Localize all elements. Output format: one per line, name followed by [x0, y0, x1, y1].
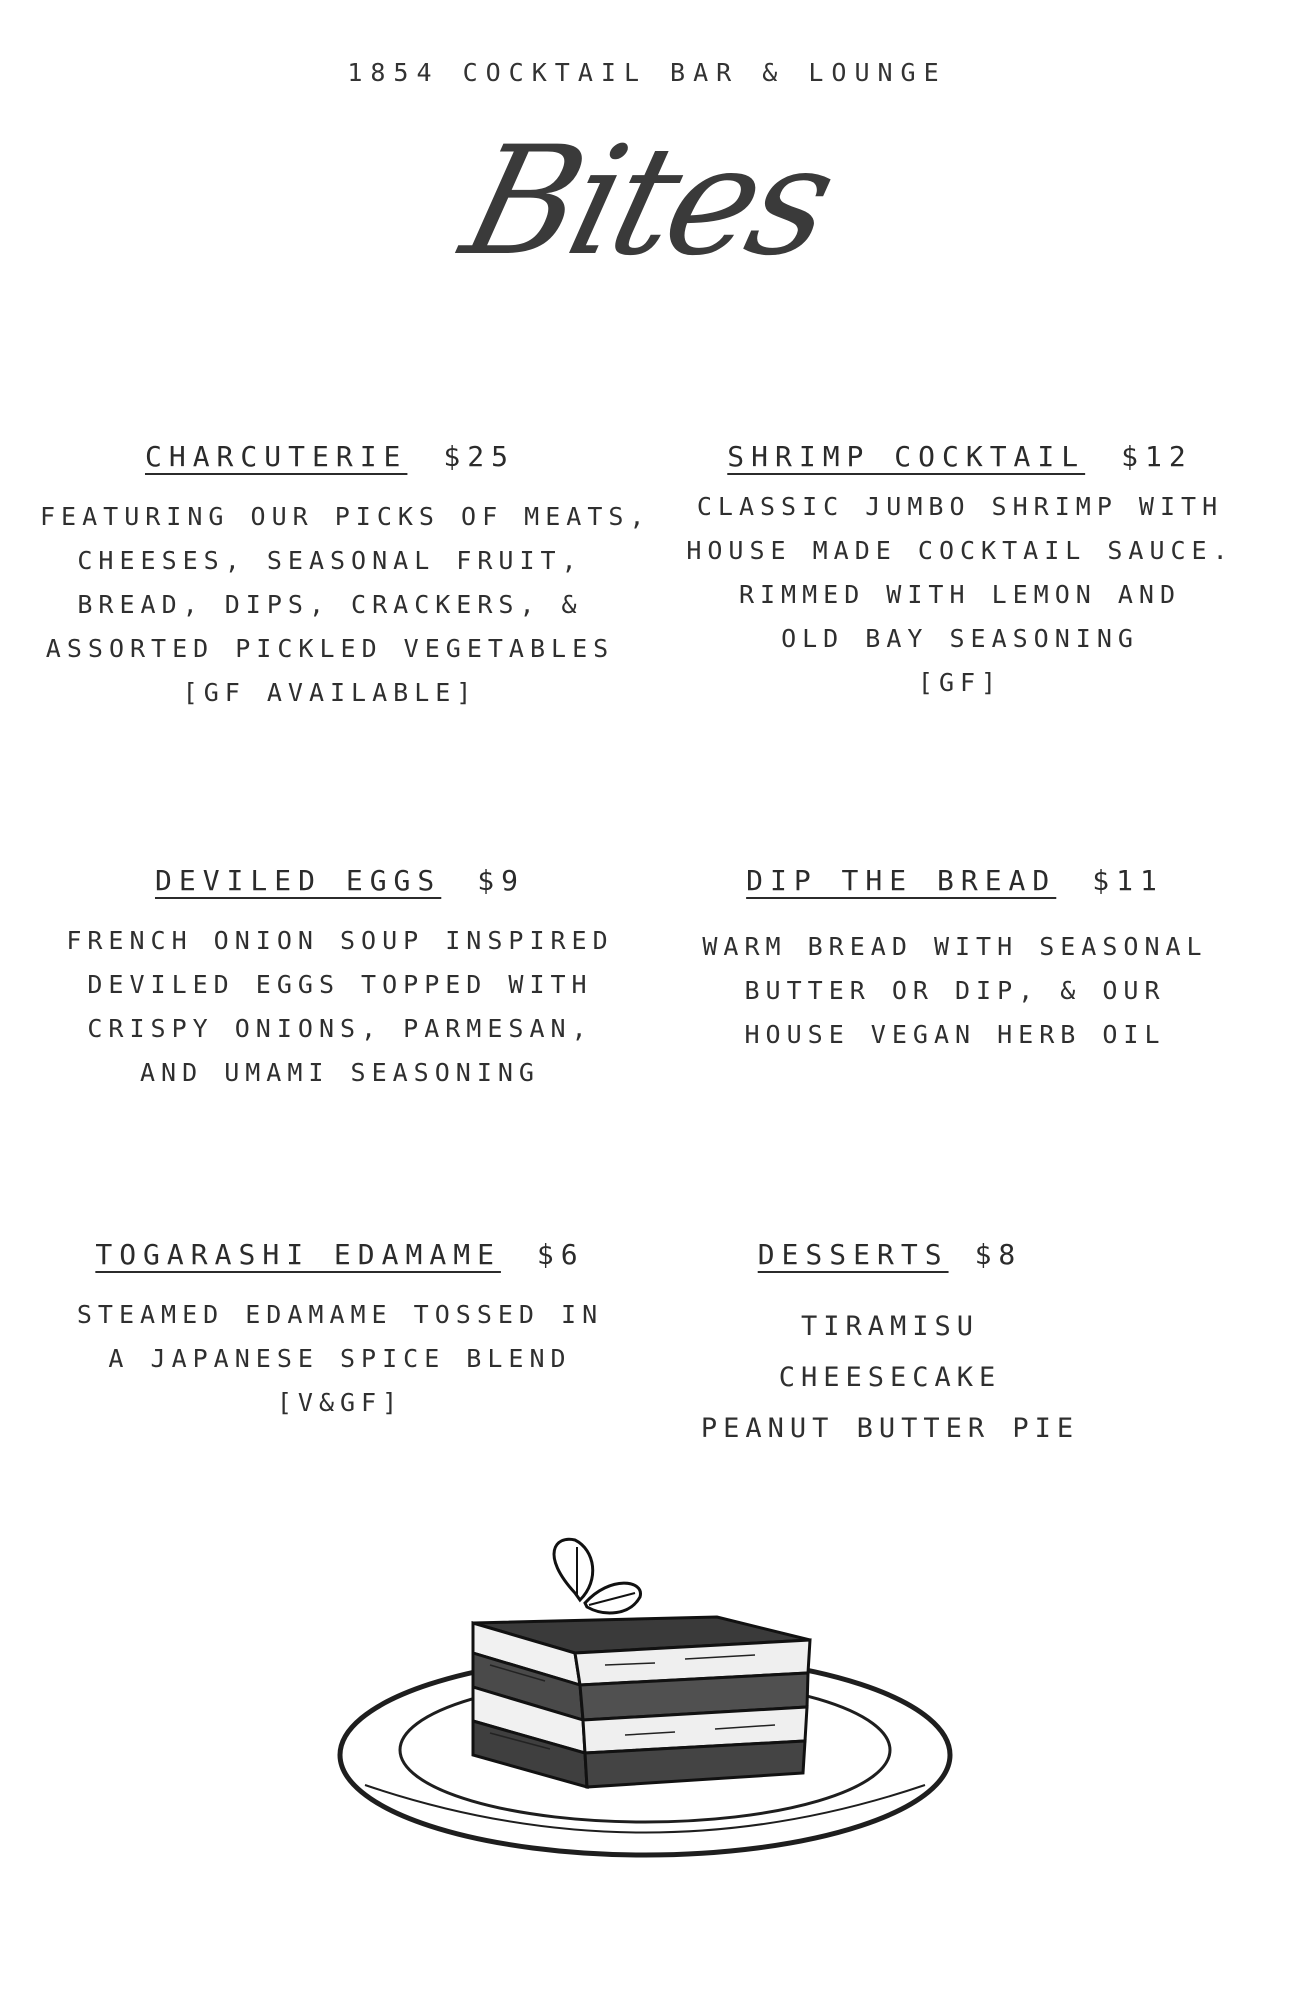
menu-item-togarashi-edamame — [50, 1238, 630, 1425]
item-description: FRENCH ONION SOUP INSPIRED DEVILED EGGS TOPPED WITH CRISPY ONIONS, PARMESAN, AND UMAMI SEASONING — [66, 926, 614, 1087]
mint-leaf-icon — [554, 1539, 640, 1613]
venue-name: 1854 COCKTAIL BAR & LOUNGE — [347, 58, 947, 87]
menu-item-desserts — [620, 1238, 1160, 1454]
item-name: DIP THE BREAD — [746, 864, 1057, 897]
menu-item-dip-the-bread — [660, 864, 1250, 1057]
item-description: WARM BREAD WITH SEASONAL BUTTER OR DIP, & OUR HOUSE VEGAN HERB OIL — [702, 932, 1208, 1049]
item-description: STEAMED EDAMAME TOSSED IN A JAPANESE SPICE BLEND [V&GF] — [76, 1300, 604, 1417]
dessert-list — [620, 1301, 1160, 1454]
menu-item-deviled-eggs — [50, 864, 630, 1095]
item-price: $12 — [1121, 440, 1193, 473]
menu-title: Bites — [448, 115, 846, 289]
menu-item-charcuterie — [40, 440, 651, 715]
dessert-cheesecake: CHEESECAKE — [778, 1362, 1002, 1393]
item-name: TOGARASHI EDAMAME — [95, 1238, 501, 1271]
menu-item-shrimp-cocktail — [665, 440, 1255, 705]
cake-slice-icon — [473, 1617, 810, 1787]
item-description: FEATURING OUR PICKS OF MEATS, CHEESES, SEASONAL FRUIT, BREAD, DIPS, CRACKERS, & ASSORTED PICKLED VEGETABLES [GF AVAILABLE] — [40, 502, 651, 707]
dessert-peanut-butter-pie: PEANUT BUTTER PIE — [700, 1413, 1080, 1444]
item-price: $9 — [477, 864, 525, 897]
tiramisu-illustration — [325, 1535, 965, 1865]
dessert-tiramisu: TIRAMISU — [800, 1311, 980, 1342]
item-price: $6 — [536, 1238, 585, 1271]
item-name: CHARCUTERIE — [144, 440, 408, 473]
item-price: $25 — [443, 440, 515, 473]
item-price: $8 — [974, 1238, 1023, 1271]
item-name: DEVILED EGGS — [154, 864, 442, 897]
item-name: SHRIMP COCKTAIL — [727, 440, 1086, 473]
item-description: CLASSIC JUMBO SHRIMP WITH HOUSE MADE COCKTAIL SAUCE. RIMMED WITH LEMON AND OLD BAY SEASONING [GF] — [686, 492, 1234, 697]
item-price: $11 — [1092, 864, 1164, 897]
item-name: DESSERTS — [757, 1238, 949, 1271]
